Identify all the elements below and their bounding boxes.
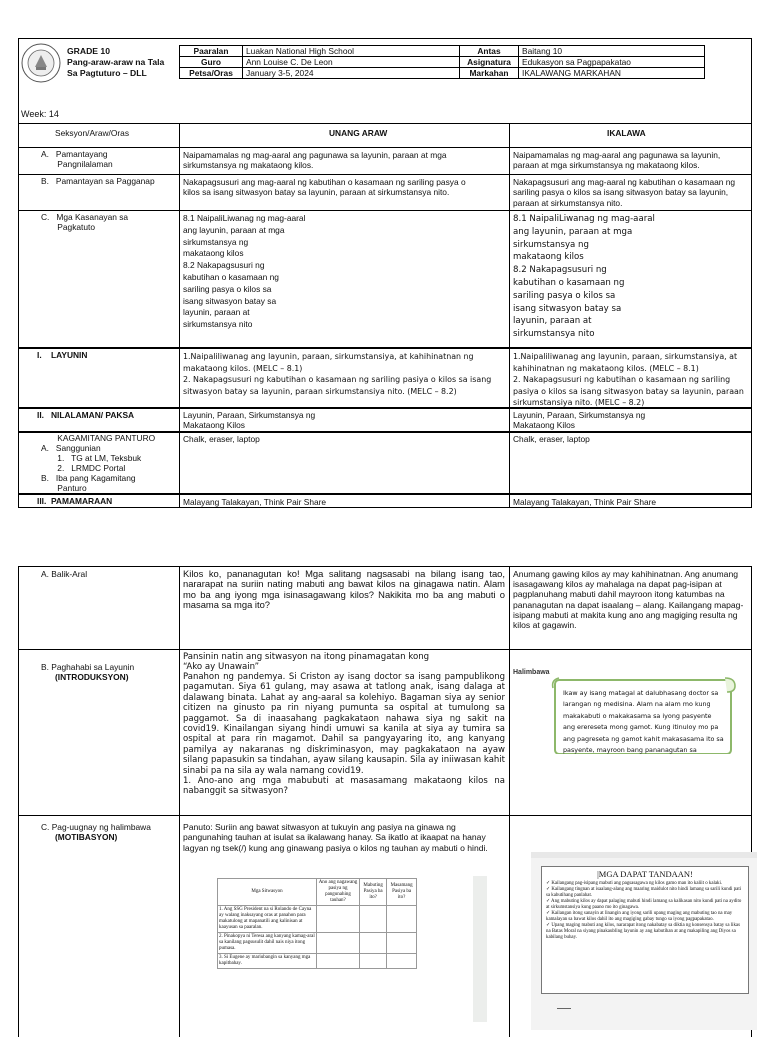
tandaan-item: ✓ Kailangang tingnan at isaalang-alang ang maaring maidulot nito hindi lamang sa sarili kundi pati sa kabutihang panlahat. bbox=[546, 887, 742, 898]
day2-text: Chalk, eraser, laptop bbox=[513, 434, 590, 444]
dll-page-2 bbox=[18, 566, 752, 1037]
day1-text: Nakapagsusuri ang mag-aaral ng kabutihan o kasamaan ng sariling pasya o kilos sa isang sitwasyon batay sa layunin, paraan at sirkumstansya nito. bbox=[183, 177, 466, 198]
row-pamantayang-pangnilalaman bbox=[19, 147, 751, 175]
ws-header: Mabuting Pasiya ba ito? bbox=[360, 879, 387, 906]
value-petsa: January 3-5, 2024 bbox=[243, 68, 460, 79]
deped-seal-icon bbox=[21, 43, 61, 83]
doc-title-line2: Sa Pagtuturo – DLL bbox=[67, 68, 147, 78]
ws-header: Ano ang nagawang pasiya ng pangunahing tauhan? bbox=[317, 879, 360, 906]
col-day1-header: UNANG ARAW bbox=[329, 128, 388, 138]
worksheet-image bbox=[217, 878, 427, 964]
row-label: B. Pamantayan sa Pagganap bbox=[41, 176, 155, 186]
label-paaralan: Paaralan bbox=[180, 46, 243, 57]
value-guro: Ann Louise C. De Leon bbox=[243, 57, 460, 68]
row-label: C. Mga Kasanayan sa Pagkatuto bbox=[41, 212, 129, 233]
tandaan-item: ✓ Kailangan itong sanayin at linangin ang iyong sarili upang maging ang mabuting tao na may kamalayan sa bawat kilos dahil ito ang magiging gabay tungo sa iyong pagpapakatao. bbox=[546, 911, 733, 922]
row-pamamaraan bbox=[19, 493, 751, 509]
day1-text: Chalk, eraser, laptop bbox=[183, 434, 260, 444]
scroll-example-box bbox=[549, 674, 739, 754]
day1-text: Layunin, Paraan, Sirkumstansya ng Makataong Kilos bbox=[183, 410, 316, 431]
row-pamantayan-sa-pagganap bbox=[19, 174, 751, 211]
row-layunin bbox=[19, 347, 751, 409]
row-kasanayan-sa-pagkatuto bbox=[19, 210, 751, 348]
value-asignatura: Edukasyon sa Pagpapakatao bbox=[519, 57, 705, 68]
ws-header: Mga Sitwasyon bbox=[218, 879, 317, 906]
row-kagamitang-panturo bbox=[19, 431, 751, 495]
row-label: A. Balik-Aral bbox=[41, 569, 88, 579]
ws-header: Masamang Pasiya ba ito? bbox=[387, 879, 417, 906]
row-paghahabi-sa-layunin bbox=[19, 649, 751, 816]
value-markahan: IKALAWANG MARKAHAN bbox=[519, 68, 705, 79]
ws-cell: 2. Pinakopya ni Teresa ang kanyang kamag-aral sa kanilang pagsusulit dahil nais niya itong pumasa. bbox=[218, 933, 317, 954]
day1-text: Naipamamalas ng mag-aaral ang pagunawa sa layunin, paraan at mga sirkumstansya ng makataong kilos. bbox=[183, 150, 447, 171]
ws-cell: 1. Ang SSG President na si Rolando de Cayna ay walang inaksayang oras at panahon para makatulong at mapanatili ang kalinisan at kaayusan sa paaralan. bbox=[218, 906, 317, 933]
day2-text: Layunin, Paraan, Sirkumstansya ng Makataong Kilos bbox=[513, 410, 646, 431]
label-antas: Antas bbox=[460, 46, 519, 57]
day1-text: Kilos ko, pananagutan ko! Mga salitang nagsasabi na bilang isang tao, nararapat na suriin nating mabuti ang bawat kilos na ginagawa natin. Alam mo ba ang iyong mga isinasagawang kilos? Nakikita mo ba ang mabuti o masama sa mga ito? bbox=[183, 568, 505, 611]
tandaan-item: ✓ Ang mabuting kilos ay dapat palaging mabuti hindi lamang sa kalikasan nito kundi pati na aydito at sirkumstansiya kung paano mo ito ginagawa. bbox=[546, 899, 742, 910]
tandaan-list bbox=[542, 879, 748, 943]
row-sublabel: (INTRODUKSYON) bbox=[55, 672, 129, 682]
situation-intro: Pansinin natin ang sitwasyon na itong pinamagatan kong “Ako ay Unawain” bbox=[183, 652, 430, 672]
row-label: C. Pag-uugnay ng halimbawa bbox=[41, 822, 151, 832]
value-paaralan: Luakan National High School bbox=[243, 46, 460, 57]
label-guro: Guro bbox=[180, 57, 243, 68]
row-label: B. Paghahabi sa Layunin bbox=[41, 662, 135, 672]
day2-text: Nakapagsusuri ang mag-aaral ng kabutihan o kasamaan ng sariling pasya o kilos sa isang sitwasyon batay sa layunin, paraan at sirkumstansya nito. bbox=[513, 177, 736, 208]
row-label: I. LAYUNIN bbox=[37, 350, 88, 360]
halimbawa-title: Halimbawa bbox=[513, 669, 550, 676]
row-label: III. PAMAMARAAN bbox=[37, 496, 113, 506]
row-label: KAGAMITANG PANTURO A. Sanggunian 1. TG at LM, Teksbuk 2. LRMDC Portal B. Iba pang Kagamitang Panturo bbox=[41, 433, 156, 493]
tandaan-panel bbox=[531, 852, 757, 1030]
decorative-dash bbox=[557, 1008, 571, 1009]
day2-text: Anumang gawing kilos ay may kahihinatnan. Ang anumang isasagawang kilos ay mahalaga na dapat pag-isipan at pagplanuhang mabuti dahil mayroon itong katumbas na pananagutan na dapat isaalang – alang. Kailangang mapag- isipang mabuti at makita kung ano ang magiging resulta ng kilos at gagawin. bbox=[513, 569, 744, 631]
row-pag-uugnay bbox=[19, 815, 751, 1038]
day2-text: Malayang Talakayan, Think Pair Share bbox=[513, 497, 657, 507]
header-row bbox=[180, 57, 705, 68]
tandaan-box bbox=[541, 866, 749, 994]
day1-text: 1.Naipaliliwanag ang layunin, paraan, sirkumstansiya, at kahihinatnan ng makataong kilos. (MELC – 8.1) 2. Nakapagsusuri ng kabutihan o kasamaan ng sariling pasiya o kilos sa isang sitwasyon batay sa layunin, paraan sirkumstansiya nito. (MELC – 8.2) bbox=[183, 352, 492, 396]
row-sublabel: (MOTIBASYON) bbox=[55, 832, 118, 842]
day1-text: 8.1 NaipaliLiwanag ng mag-aaral ang layunin, paraan at mga sirkumstansya ng makataong kilos 8.2 Nakapagsusuri ng kabutihan o kasamaan ng sariling pasya o kilos sa isang sitwasyon batay sa layunin, paraan at sirkumstansya nito bbox=[183, 213, 306, 330]
situation-story: Panahon ng pandemya. Si Criston ay isang doctor sa isang pampublikong pagamutan. Siya 61 gulang, may asawa at tatlong anak, isang dalaga at dalawang binata. Lahat ay ang-aaral sa kolehiyo. Bagaman siya ay senior citizen na ginusto pa rin niyang pumunta sa ospital at tumulong sa paggamot. Sa di inaasahang pagkakataon nahawa siya ng sakit na covid19. Kinailangan siyang hindi umuwi sa kanila at siya ay tumira sa ospital at para rin magamot. Dahil sa pangyayaring ito, ang kanyang pamilya ay nakaranas ng diskriminasyon, may pagkakataon na ayaw silang papasukin sa tindahan, ayaw silang kausapin. Sila ay iniiwasan kahit sinabi pa na sila ay wala namang covid19. 1. Ano-ano ang mga mabubuti at masasamang makataong kilos na nabanggit sa sitwasyon? bbox=[183, 672, 505, 797]
doc-title-line1: Pang-araw-araw na Tala bbox=[67, 57, 165, 67]
label-markahan: Markahan bbox=[460, 68, 519, 79]
day2-text: 8.1 NaipaliLiwanag ng mag-aaral ang layunin, paraan at mga sirkumstansya ng makataong kilos 8.2 Nakapagsusuri ng kabutihan o kasamaan ng sariling pasya o kilos sa isang sitwasyon batay sa layunin, paraan at sirkumstansya nito bbox=[513, 214, 655, 340]
gray-strip bbox=[473, 876, 487, 1022]
week-label: Week: 14 bbox=[21, 109, 59, 119]
day2-text: Naipamamalas ng mag-aaral ang pagunawa sa layunin, paraan at mga sirkumstansya ng makataong kilos. bbox=[513, 150, 721, 171]
value-antas: Baitang 10 bbox=[519, 46, 705, 57]
row-balik-aral bbox=[19, 567, 751, 649]
header-row bbox=[180, 68, 705, 79]
dll-page-1 bbox=[18, 38, 752, 508]
day1-text: Malayang Talakayan, Think Pair Share bbox=[183, 497, 327, 507]
panuto-text: Panuto: Suriin ang bawat sitwasyon at tukuyin ang pasiya na ginawa ng pangunahing tauhan at isulat sa ikalawang hanay. Sa ikatlo at ikaapat na hanay lagyan ng tsek(/) kung ang ginawang pasiya o kilos ng tauhan ay mabuti o hindi. bbox=[183, 822, 488, 853]
tandaan-top-strip bbox=[531, 852, 757, 858]
header-row bbox=[180, 46, 705, 57]
col-section-header: Seksyon/Araw/Oras bbox=[55, 128, 130, 138]
tandaan-item: ✓ Upang maging mabuti ang kilos, nararapat itong nakabatay sa diktia ng konsensya batay sa likas na Batas Moral na siyang pinakaubling layunin ay ang kabutihan at ang makapiling ang Diyos sa kabilang buhay. bbox=[546, 923, 740, 940]
scroll-text: Ikaw ay isang matagal at dalubhasang doctor sa larangan ng medisina. Alam na alam mo kung makakabuti o makakasama sa iyong pasyente ang erereseta mong gamot. Kung itinuloy mo pa ang pagreseta ng gamot kahit makasasama ito sa pasyente, mayroon bang pananagutan sa bbox=[563, 689, 724, 754]
row-label: A. Pamantayang Pangnilalaman bbox=[41, 149, 113, 170]
label-asignatura: Asignatura bbox=[460, 57, 519, 68]
tandaan-title: |MGA DAPAT TANDAAN! bbox=[597, 869, 693, 879]
column-header-row bbox=[19, 123, 751, 148]
day2-text: 1.Naipaliliwanag ang layunin, paraan, sirkumstansiya, at kahihinatnan ng makataong kilos. (MELC – 8.1) 2. Nakapagsusuri ng kabutihan o kasamaan ng sariling pasiya o kilos sa isang sitwasyon batay sa layunin, paraan sirkumstansiya nito. (MELC – 8.2) bbox=[513, 352, 744, 408]
label-petsa: Petsa/Oras bbox=[180, 68, 243, 79]
tandaan-item: ✓ Kailangang pag-isipang mabuti ang pagsasagawa ng kilos gamo man ito kaliit o kalaki. bbox=[546, 881, 723, 886]
ws-cell: 3. Si Eugene ay mariubangin sa kanyang mga kapitbahay. bbox=[218, 954, 317, 969]
col-day2-header: IKALAWA bbox=[607, 128, 646, 138]
header-info-table bbox=[179, 45, 705, 79]
row-label: II. NILALAMAN/ PAKSA bbox=[37, 410, 135, 420]
row-nilalaman bbox=[19, 407, 751, 433]
worksheet-table bbox=[217, 878, 417, 969]
grade-label: GRADE 10 bbox=[67, 46, 110, 56]
